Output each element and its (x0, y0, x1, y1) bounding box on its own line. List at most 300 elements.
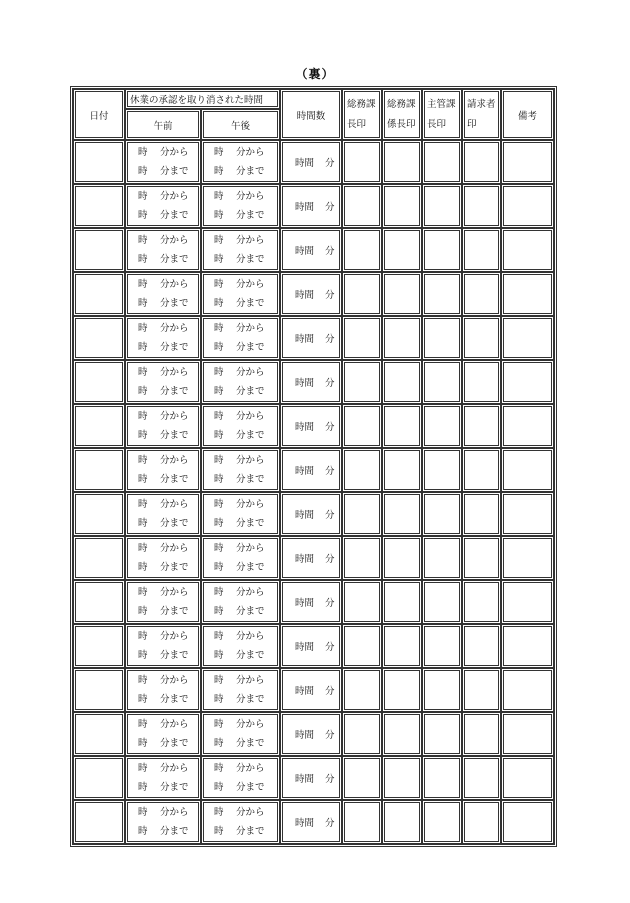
hour-label: 時 (138, 386, 148, 397)
requester-seal-cell[interactable] (462, 272, 501, 316)
date-cell[interactable] (73, 184, 125, 228)
time-from-line (138, 583, 198, 602)
general-affairs-staff-seal-cell[interactable] (382, 140, 422, 184)
date-cell[interactable] (73, 228, 125, 272)
time-from-line (214, 275, 277, 294)
general-affairs-staff-seal-cell[interactable] (382, 624, 422, 668)
morning-time-cell[interactable] (125, 536, 201, 580)
time-to-line (214, 646, 277, 665)
notes-cell[interactable] (501, 668, 554, 712)
table-row (73, 404, 554, 448)
requester-seal-cell[interactable] (462, 492, 501, 536)
date-cell[interactable] (73, 580, 125, 624)
time-to-line (138, 690, 198, 709)
minutes-label: 分 (325, 158, 335, 169)
table-row (73, 272, 554, 316)
hour-label: 時 (138, 411, 148, 422)
hour-label: 時 (138, 826, 148, 837)
hour-label: 時 (138, 279, 148, 290)
hour-label: 時 (138, 587, 148, 598)
date-cell[interactable] (73, 492, 125, 536)
general-affairs-staff-seal-cell[interactable] (382, 492, 422, 536)
to-label: 分まで (160, 518, 189, 529)
minutes-label: 分 (325, 246, 335, 257)
table-row (73, 668, 554, 712)
table-row (73, 228, 554, 272)
afternoon-time-cell[interactable] (201, 536, 280, 580)
hour-label: 時 (138, 235, 148, 246)
supervising-chief-seal-cell[interactable] (422, 668, 462, 712)
general-affairs-chief-seal-cell[interactable] (342, 492, 382, 536)
date-cell[interactable] (73, 448, 125, 492)
afternoon-time-cell[interactable] (201, 272, 280, 316)
hours-cell[interactable] (280, 580, 342, 624)
afternoon-time-cell[interactable] (201, 228, 280, 272)
supervising-chief-seal-cell[interactable] (422, 272, 462, 316)
hours-label: 時間 (295, 246, 315, 257)
date-cell[interactable] (73, 712, 125, 756)
notes-cell[interactable] (501, 140, 554, 184)
time-from-line (138, 495, 198, 514)
to-label: 分まで (236, 826, 265, 837)
time-to-line (214, 514, 277, 533)
time-from-line (214, 671, 277, 690)
morning-time-cell[interactable] (125, 184, 201, 228)
general-affairs-chief-seal-cell[interactable] (342, 536, 382, 580)
afternoon-time-cell[interactable] (201, 316, 280, 360)
general-affairs-chief-seal-cell[interactable] (342, 712, 382, 756)
from-label: 分から (236, 499, 265, 510)
supervising-chief-seal-cell[interactable] (422, 184, 462, 228)
time-from-line (214, 187, 277, 206)
time-to-line (214, 690, 277, 709)
requester-seal-cell[interactable] (462, 580, 501, 624)
requester-seal-cell[interactable] (462, 624, 501, 668)
header-general-affairs-chief-line1: 総務課 (347, 98, 376, 110)
notes-cell[interactable] (501, 756, 554, 800)
header-requester-line2: 印 (467, 118, 477, 130)
requester-seal-cell[interactable] (462, 800, 501, 844)
general-affairs-staff-seal-cell[interactable] (382, 228, 422, 272)
to-label: 分まで (160, 694, 189, 705)
notes-cell[interactable] (501, 448, 554, 492)
supervising-chief-seal-cell[interactable] (422, 580, 462, 624)
requester-seal-cell[interactable] (462, 360, 501, 404)
supervising-chief-seal-cell[interactable] (422, 228, 462, 272)
general-affairs-staff-seal-cell[interactable] (382, 272, 422, 316)
time-to-line (138, 734, 198, 753)
from-label: 分から (160, 323, 189, 334)
time-to-line (214, 382, 277, 401)
from-label: 分から (236, 763, 265, 774)
from-label: 分から (236, 367, 265, 378)
from-label: 分から (236, 675, 265, 686)
general-affairs-chief-seal-cell[interactable] (342, 228, 382, 272)
supervising-chief-seal-cell[interactable] (422, 712, 462, 756)
hours-cell[interactable] (280, 668, 342, 712)
time-from-line (138, 407, 198, 426)
to-label: 分まで (160, 650, 189, 661)
to-label: 分まで (236, 298, 265, 309)
header-hours: 時間数 (280, 89, 342, 140)
general-affairs-chief-seal-cell[interactable] (342, 800, 382, 844)
date-cell[interactable] (73, 316, 125, 360)
header-general-affairs-staff-line1: 総務課 (387, 98, 416, 110)
hours-cell[interactable] (280, 184, 342, 228)
hours-cell[interactable] (280, 624, 342, 668)
general-affairs-chief-seal-cell[interactable] (342, 580, 382, 624)
hour-label: 時 (214, 587, 224, 598)
from-label: 分から (236, 719, 265, 730)
requester-seal-cell[interactable] (462, 712, 501, 756)
hour-label: 時 (214, 298, 224, 309)
to-label: 分まで (236, 166, 265, 177)
hour-label: 時 (214, 719, 224, 730)
supervising-chief-seal-cell[interactable] (422, 756, 462, 800)
to-label: 分まで (236, 254, 265, 265)
hour-label: 時 (138, 738, 148, 749)
notes-cell[interactable] (501, 316, 554, 360)
hours-cell[interactable] (280, 360, 342, 404)
supervising-chief-seal-cell[interactable] (422, 360, 462, 404)
to-label: 分まで (160, 210, 189, 221)
hour-label: 時 (138, 367, 148, 378)
time-from-line (214, 539, 277, 558)
notes-cell[interactable] (501, 624, 554, 668)
to-label: 分まで (236, 782, 265, 793)
requester-seal-cell[interactable] (462, 316, 501, 360)
notes-cell[interactable] (501, 492, 554, 536)
general-affairs-staff-seal-cell[interactable] (382, 712, 422, 756)
table-row (73, 360, 554, 404)
general-affairs-chief-seal-cell[interactable] (342, 360, 382, 404)
to-label: 分まで (160, 430, 189, 441)
from-label: 分から (160, 147, 189, 158)
hour-label: 時 (214, 323, 224, 334)
general-affairs-staff-seal-cell[interactable] (382, 580, 422, 624)
hour-label: 時 (138, 543, 148, 554)
hour-label: 時 (214, 650, 224, 661)
from-label: 分から (236, 323, 265, 334)
hours-cell[interactable] (280, 228, 342, 272)
time-from-line (138, 803, 198, 822)
from-label: 分から (236, 279, 265, 290)
to-label: 分まで (160, 342, 189, 353)
hour-label: 時 (214, 562, 224, 573)
supervising-chief-seal-cell[interactable] (422, 624, 462, 668)
time-to-line (138, 206, 198, 225)
hours-cell[interactable] (280, 316, 342, 360)
header-notes: 備考 (501, 89, 554, 140)
general-affairs-chief-seal-cell[interactable] (342, 316, 382, 360)
hours-cell[interactable] (280, 800, 342, 844)
hours-label: 時間 (295, 422, 315, 433)
from-label: 分から (160, 191, 189, 202)
general-affairs-chief-seal-cell[interactable] (342, 624, 382, 668)
afternoon-time-cell[interactable] (201, 668, 280, 712)
afternoon-time-cell[interactable] (201, 800, 280, 844)
morning-time-cell[interactable] (125, 448, 201, 492)
to-label: 分まで (236, 650, 265, 661)
from-label: 分から (160, 455, 189, 466)
time-to-line (214, 294, 277, 313)
minutes-label: 分 (325, 818, 335, 829)
to-label: 分まで (160, 254, 189, 265)
notes-cell[interactable] (501, 360, 554, 404)
time-to-line (214, 602, 277, 621)
morning-time-cell[interactable] (125, 800, 201, 844)
requester-seal-cell[interactable] (462, 668, 501, 712)
from-label: 分から (236, 807, 265, 818)
hours-label: 時間 (295, 686, 315, 697)
hour-label: 時 (138, 147, 148, 158)
from-label: 分から (160, 543, 189, 554)
date-cell[interactable] (73, 668, 125, 712)
minutes-label: 分 (325, 598, 335, 609)
general-affairs-staff-seal-cell[interactable] (382, 448, 422, 492)
morning-time-cell[interactable] (125, 272, 201, 316)
time-to-line (214, 426, 277, 445)
morning-time-cell[interactable] (125, 360, 201, 404)
hour-label: 時 (214, 411, 224, 422)
hour-label: 時 (214, 782, 224, 793)
hours-cell[interactable] (280, 140, 342, 184)
header-general-affairs-chief-line2: 長印 (347, 118, 367, 130)
minutes-label: 分 (325, 334, 335, 345)
hours-cell[interactable] (280, 272, 342, 316)
header-afternoon: 午後 (201, 109, 280, 140)
hours-label: 時間 (295, 730, 315, 741)
supervising-chief-seal-cell[interactable] (422, 800, 462, 844)
date-cell[interactable] (73, 800, 125, 844)
afternoon-time-cell[interactable] (201, 360, 280, 404)
general-affairs-chief-seal-cell[interactable] (342, 404, 382, 448)
afternoon-time-cell[interactable] (201, 140, 280, 184)
hours-label: 時間 (295, 642, 315, 653)
minutes-label: 分 (325, 378, 335, 389)
hours-label: 時間 (295, 378, 315, 389)
hour-label: 時 (214, 675, 224, 686)
general-affairs-staff-seal-cell[interactable] (382, 756, 422, 800)
minutes-label: 分 (325, 466, 335, 477)
from-label: 分から (236, 235, 265, 246)
leave-revocation-table (70, 86, 557, 847)
notes-cell[interactable] (501, 272, 554, 316)
minutes-label: 分 (325, 730, 335, 741)
time-to-line (138, 778, 198, 797)
date-cell[interactable] (73, 272, 125, 316)
supervising-chief-seal-cell[interactable] (422, 140, 462, 184)
general-affairs-staff-seal-cell[interactable] (382, 800, 422, 844)
general-affairs-chief-seal-cell[interactable] (342, 448, 382, 492)
date-cell[interactable] (73, 404, 125, 448)
notes-cell[interactable] (501, 712, 554, 756)
notes-cell[interactable] (501, 228, 554, 272)
hour-label: 時 (214, 386, 224, 397)
general-affairs-chief-seal-cell[interactable] (342, 184, 382, 228)
general-affairs-staff-seal-cell[interactable] (382, 184, 422, 228)
time-from-line (138, 231, 198, 250)
hours-label: 時間 (295, 158, 315, 169)
time-from-line (138, 627, 198, 646)
requester-seal-cell[interactable] (462, 448, 501, 492)
to-label: 分まで (236, 430, 265, 441)
minutes-label: 分 (325, 686, 335, 697)
table-row (73, 800, 554, 844)
general-affairs-chief-seal-cell[interactable] (342, 668, 382, 712)
hour-label: 時 (214, 191, 224, 202)
hour-label: 時 (138, 650, 148, 661)
date-cell[interactable] (73, 624, 125, 668)
requester-seal-cell[interactable] (462, 756, 501, 800)
supervising-chief-seal-cell[interactable] (422, 316, 462, 360)
time-from-line (214, 319, 277, 338)
minutes-label: 分 (325, 554, 335, 565)
table-row (73, 140, 554, 184)
supervising-chief-seal-cell[interactable] (422, 404, 462, 448)
minutes-label: 分 (325, 774, 335, 785)
from-label: 分から (236, 411, 265, 422)
minutes-label: 分 (325, 510, 335, 521)
requester-seal-cell[interactable] (462, 140, 501, 184)
from-label: 分から (160, 499, 189, 510)
header-supervising-chief-line1: 主管課 (427, 98, 456, 110)
morning-time-cell[interactable] (125, 492, 201, 536)
hours-cell[interactable] (280, 756, 342, 800)
afternoon-time-cell[interactable] (201, 492, 280, 536)
general-affairs-staff-seal-cell[interactable] (382, 360, 422, 404)
morning-time-cell[interactable] (125, 404, 201, 448)
from-label: 分から (160, 279, 189, 290)
supervising-chief-seal-cell[interactable] (422, 536, 462, 580)
requester-seal-cell[interactable] (462, 536, 501, 580)
to-label: 分まで (236, 474, 265, 485)
table-row (73, 756, 554, 800)
time-to-line (138, 338, 198, 357)
general-affairs-staff-seal-cell[interactable] (382, 404, 422, 448)
from-label: 分から (236, 147, 265, 158)
time-to-line (214, 162, 277, 181)
afternoon-time-cell[interactable] (201, 448, 280, 492)
hour-label: 時 (138, 191, 148, 202)
hours-label: 時間 (295, 466, 315, 477)
hours-cell[interactable] (280, 404, 342, 448)
hours-cell[interactable] (280, 536, 342, 580)
header-date: 日付 (73, 89, 125, 140)
time-to-line (138, 646, 198, 665)
requester-seal-cell[interactable] (462, 228, 501, 272)
hour-label: 時 (214, 694, 224, 705)
afternoon-time-cell[interactable] (201, 404, 280, 448)
hour-label: 時 (138, 430, 148, 441)
minutes-label: 分 (325, 290, 335, 301)
notes-cell[interactable] (501, 580, 554, 624)
morning-time-cell[interactable] (125, 756, 201, 800)
afternoon-time-cell[interactable] (201, 624, 280, 668)
to-label: 分まで (160, 298, 189, 309)
page-title: （裏） (295, 67, 335, 81)
afternoon-time-cell[interactable] (201, 712, 280, 756)
table-row (73, 580, 554, 624)
time-from-line (214, 231, 277, 250)
hour-label: 時 (138, 606, 148, 617)
hours-cell[interactable] (280, 712, 342, 756)
from-label: 分から (160, 675, 189, 686)
from-label: 分から (236, 191, 265, 202)
general-affairs-chief-seal-cell[interactable] (342, 140, 382, 184)
to-label: 分まで (236, 738, 265, 749)
supervising-chief-seal-cell[interactable] (422, 448, 462, 492)
time-from-line (214, 803, 277, 822)
hours-label: 時間 (295, 334, 315, 345)
from-label: 分から (160, 587, 189, 598)
to-label: 分まで (160, 474, 189, 485)
to-label: 分まで (160, 606, 189, 617)
to-label: 分まで (160, 166, 189, 177)
date-cell[interactable] (73, 536, 125, 580)
general-affairs-chief-seal-cell[interactable] (342, 756, 382, 800)
to-label: 分まで (236, 606, 265, 617)
afternoon-time-cell[interactable] (201, 184, 280, 228)
time-from-line (214, 407, 277, 426)
date-cell[interactable] (73, 140, 125, 184)
general-affairs-staff-seal-cell[interactable] (382, 316, 422, 360)
time-from-line (214, 627, 277, 646)
general-affairs-staff-seal-cell[interactable] (382, 668, 422, 712)
requester-seal-cell[interactable] (462, 184, 501, 228)
to-label: 分まで (236, 562, 265, 573)
morning-time-cell[interactable] (125, 228, 201, 272)
general-affairs-staff-seal-cell[interactable] (382, 536, 422, 580)
hours-cell[interactable] (280, 448, 342, 492)
time-to-line (138, 602, 198, 621)
morning-time-cell[interactable] (125, 624, 201, 668)
notes-cell[interactable] (501, 536, 554, 580)
date-cell[interactable] (73, 756, 125, 800)
notes-cell[interactable] (501, 404, 554, 448)
hour-label: 時 (214, 147, 224, 158)
hour-label: 時 (138, 675, 148, 686)
general-affairs-chief-seal-cell[interactable] (342, 272, 382, 316)
time-from-line (214, 451, 277, 470)
morning-time-cell[interactable] (125, 580, 201, 624)
hours-cell[interactable] (280, 492, 342, 536)
morning-time-cell[interactable] (125, 712, 201, 756)
time-from-line (138, 451, 198, 470)
hour-label: 時 (214, 474, 224, 485)
hours-label: 時間 (295, 554, 315, 565)
header-general-affairs-staff-seal (382, 89, 422, 140)
morning-time-cell[interactable] (125, 316, 201, 360)
requester-seal-cell[interactable] (462, 404, 501, 448)
afternoon-time-cell[interactable] (201, 580, 280, 624)
to-label: 分まで (236, 694, 265, 705)
morning-time-cell[interactable] (125, 140, 201, 184)
time-from-line (138, 143, 198, 162)
morning-time-cell[interactable] (125, 668, 201, 712)
hour-label: 時 (214, 807, 224, 818)
supervising-chief-seal-cell[interactable] (422, 492, 462, 536)
hour-label: 時 (138, 782, 148, 793)
date-cell[interactable] (73, 360, 125, 404)
time-to-line (214, 250, 277, 269)
to-label: 分まで (236, 342, 265, 353)
notes-cell[interactable] (501, 184, 554, 228)
time-to-line (214, 470, 277, 489)
time-from-line (214, 715, 277, 734)
afternoon-time-cell[interactable] (201, 756, 280, 800)
notes-cell[interactable] (501, 800, 554, 844)
